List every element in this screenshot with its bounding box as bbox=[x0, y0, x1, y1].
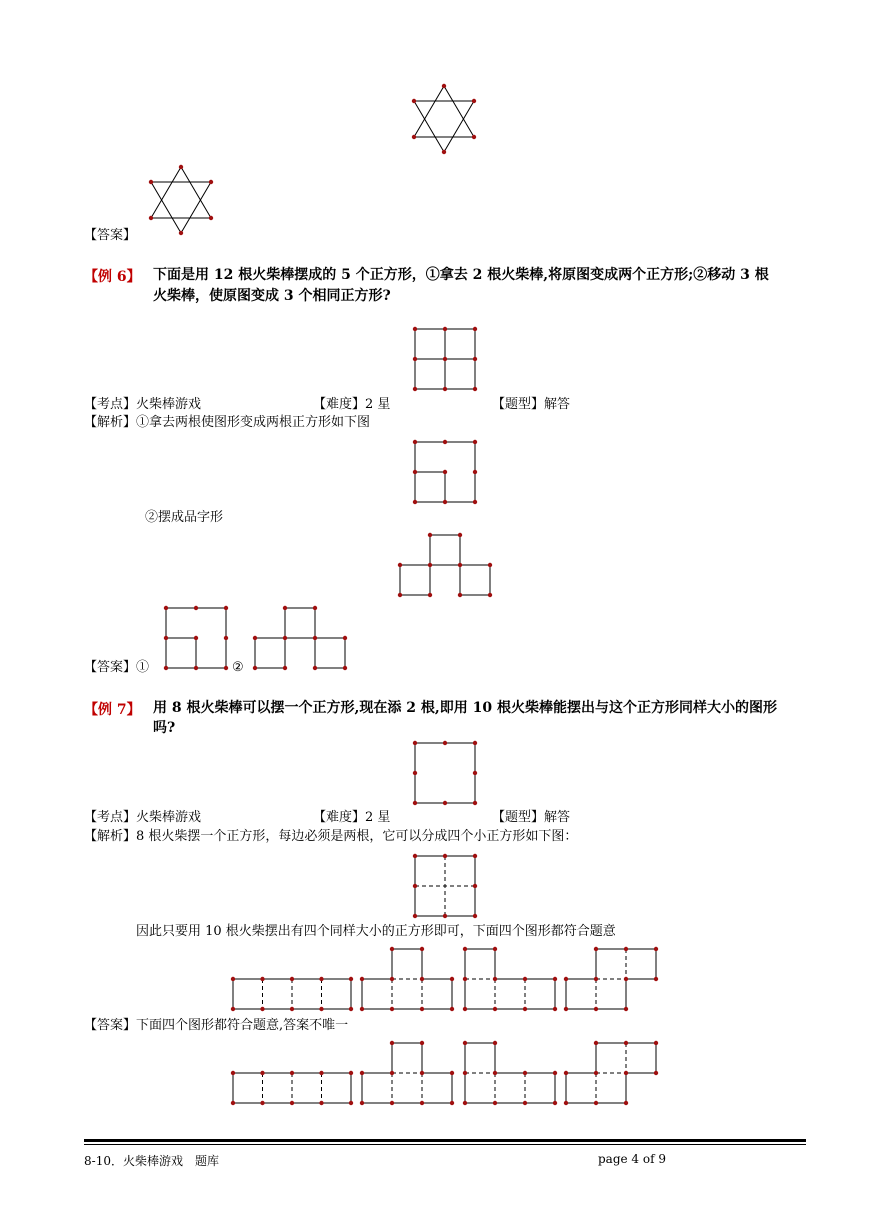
ex7-jiexi: 【解析】8 根火柴摆一个正方形，每边必须是两根，它可以分成四个小正方形如下图： bbox=[84, 829, 578, 844]
ex7-tixing: 【题型】解答 bbox=[492, 810, 571, 825]
example-6-tag: 【例 6】 bbox=[84, 269, 141, 285]
example-7-tag: 【例 7】 bbox=[84, 702, 141, 718]
ex6-jiexi: 【解析】①拿去两根使图形变成两根正方形如下图 bbox=[84, 415, 371, 430]
solution-row-analysis bbox=[230, 945, 662, 1013]
ex7-kaodian: 【考点】火柴棒游戏 bbox=[84, 810, 202, 825]
grid-2x2-figure bbox=[413, 327, 477, 391]
ex7-jiexi2: 因此只要用 10 根火柴摆出有四个同样大小的正方形即可，下面四个图形都符合题意 bbox=[136, 924, 616, 939]
example-6-question-line1: 下面是用 12 根火柴棒摆成的 5 个正方形，①拿去 2 根火柴棒,将原图变成两个正方形;②移动 3 根 bbox=[153, 267, 769, 283]
divided-square-figure bbox=[413, 854, 477, 918]
solution-row-answer bbox=[230, 1039, 662, 1107]
hexagram-figure-top bbox=[412, 84, 476, 154]
ex7-nandu: 【难度】2 星 bbox=[313, 810, 391, 825]
footer-page-number: page 4 of 9 bbox=[598, 1152, 666, 1166]
ex6-answer-label: 【答案】① bbox=[84, 660, 150, 675]
big-square-figure bbox=[413, 741, 477, 805]
answer-pinzi-figure bbox=[253, 606, 347, 670]
pinzi-figure bbox=[398, 533, 492, 597]
ex7-answer: 【答案】下面四个图形都符合题意,答案不唯一 bbox=[84, 1018, 349, 1033]
two-squares-figure bbox=[413, 440, 477, 504]
ex6-tixing: 【题型】解答 bbox=[492, 397, 571, 412]
footer-title: 8-10．火柴棒游戏 题库 bbox=[84, 1154, 219, 1168]
example-7-question-line2: 吗? bbox=[153, 720, 176, 736]
ex6-kaodian: 【考点】火柴棒游戏 bbox=[84, 397, 202, 412]
hexagram-figure-answer bbox=[149, 165, 213, 235]
ex6-answer-mark2: ② bbox=[232, 660, 244, 675]
example-6-question-line2: 火柴棒，使原图变成 3 个相同正方形? bbox=[153, 288, 391, 304]
footer-rule-thick bbox=[84, 1139, 806, 1142]
footer-rule-thin bbox=[84, 1144, 806, 1145]
answer-two-squares-figure bbox=[164, 606, 228, 670]
answer-label: 【答案】 bbox=[84, 228, 137, 243]
ex6-nandu: 【难度】2 星 bbox=[313, 397, 391, 412]
ex6-jiexi2: ②摆成品字形 bbox=[145, 510, 224, 525]
example-7-question-line1: 用 8 根火柴棒可以摆一个正方形,现在添 2 根,即用 10 根火柴棒能摆出与这个正方形同样大小的图形 bbox=[153, 700, 777, 716]
